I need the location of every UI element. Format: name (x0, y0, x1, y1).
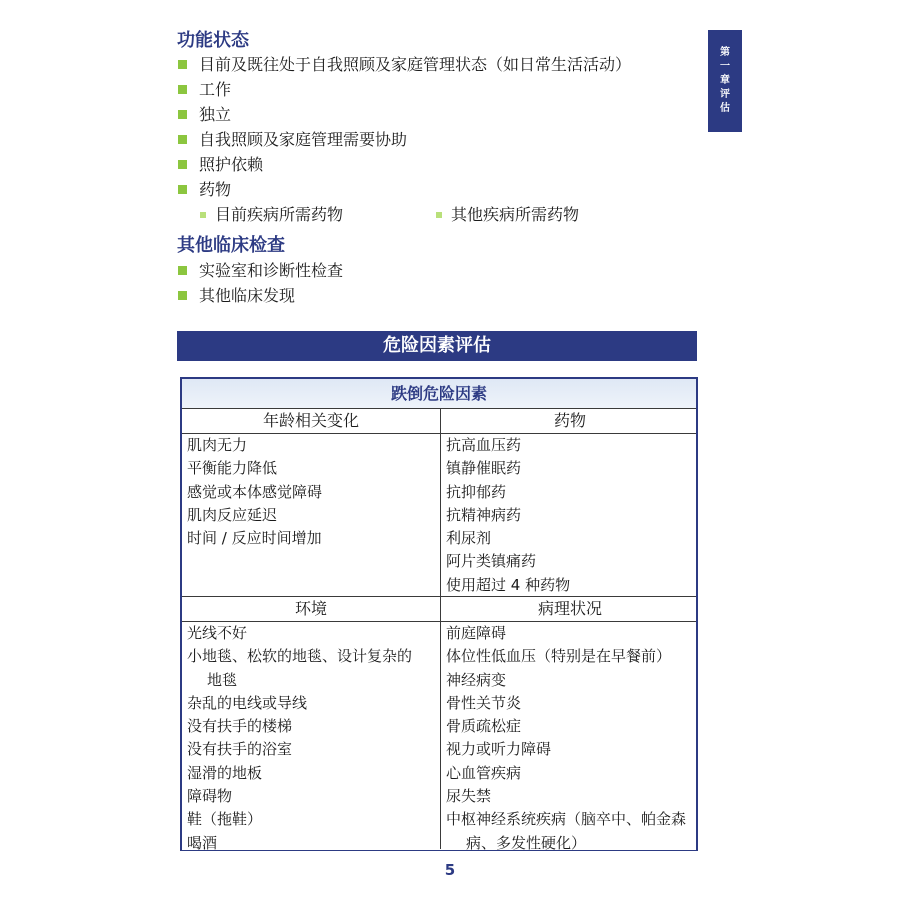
list-item: 骨质疏松症 (446, 717, 522, 736)
list-item: 使用超过 4 种药物 (446, 575, 571, 594)
list-item: 平衡能力降低 (187, 459, 278, 478)
divider (440, 408, 441, 849)
square-bullet-icon (178, 291, 187, 300)
table-title: 跌倒危险因素 (182, 379, 696, 408)
chapter-tab-char: 估 (720, 103, 730, 114)
chapter-tab-char: 一 (720, 61, 730, 72)
column-header-environment: 环境 (294, 599, 327, 618)
falls-risk-table (180, 377, 698, 851)
list-item: 前庭障碍 (446, 624, 507, 642)
sub-list-item: 其他疾病所需药物 (436, 202, 579, 227)
square-bullet-icon (178, 160, 187, 169)
page-number: 5 (444, 861, 456, 879)
list-item: 没有扶手的浴室 (187, 740, 293, 759)
chapter-tab (708, 30, 742, 132)
list-item: 抗抑郁药 (446, 482, 507, 501)
list-item: 肌肉无力 (187, 436, 248, 454)
list-item: 没有扶手的楼梯 (187, 717, 293, 736)
list-item: 视力或听力障碍 (446, 740, 552, 759)
square-bullet-icon (178, 185, 187, 194)
column-header-age: 年龄相关变化 (262, 411, 359, 430)
column-header-drugs: 药物 (553, 411, 586, 430)
square-bullet-icon (178, 85, 187, 94)
list-item: 尿失禁 (446, 787, 492, 806)
list-item: 镇静催眠药 (446, 459, 522, 478)
list-item: 阿片类镇痛药 (446, 552, 537, 571)
square-bullet-icon (178, 60, 187, 69)
list-item: 抗精神病药 (446, 505, 522, 524)
small-square-bullet-icon (436, 212, 442, 218)
risk-assessment-banner: 危险因素评估 (177, 331, 697, 361)
square-bullet-icon (178, 266, 187, 275)
list-item: 光线不好 (187, 624, 248, 642)
environment-list (187, 622, 412, 855)
list-item: 利尿剂 (446, 529, 492, 548)
list-item: 湿滑的地板 (187, 763, 263, 782)
list-item: 鞋（拖鞋） (187, 810, 263, 829)
list-item: 体位性低血压（特别是在早餐前） (446, 647, 672, 666)
list-item: 目前及既往处于自我照顾及家庭管理状态（如日常生活活动） (177, 52, 631, 77)
other-exam-title: 其他临床检查 (177, 235, 285, 256)
age-changes-list (187, 434, 322, 550)
small-square-bullet-icon (200, 212, 206, 218)
list-item: 实验室和诊断性检查 (177, 258, 343, 283)
pathology-list (446, 622, 686, 855)
list-item: 神经病变 (446, 670, 507, 689)
functional-status-title: 功能状态 (177, 30, 249, 51)
square-bullet-icon (178, 135, 187, 144)
list-item: 独立 (177, 102, 631, 127)
chapter-tab-char: 章 (720, 75, 730, 86)
list-item: 地毯 (207, 670, 238, 689)
functional-status-list (177, 52, 631, 202)
list-item: 障碍物 (187, 787, 233, 806)
chapter-tab-char: 评 (720, 89, 730, 100)
list-item: 工作 (177, 77, 631, 102)
column-header-pathology: 病理状况 (537, 599, 602, 618)
list-item: 中枢神经系统疾病（脑卒中、帕金森 (446, 810, 687, 829)
list-item: 时间 / 反应时间增加 (187, 529, 322, 548)
list-item: 病、多发性硬化） (466, 833, 587, 852)
list-item: 喝酒 (187, 833, 218, 852)
chapter-tab-char: 第 (720, 47, 730, 58)
list-item: 杂乱的电线或导线 (187, 693, 308, 712)
list-item: 其他临床发现 (177, 283, 343, 308)
list-item: 自我照顾及家庭管理需要协助 (177, 127, 631, 152)
list-item: 小地毯、松软的地毯、设计复杂的 (187, 647, 413, 666)
list-item: 照护依赖 (177, 152, 631, 177)
list-item: 抗高血压药 (446, 436, 522, 454)
list-item: 药物 (177, 177, 631, 202)
list-item: 心血管疾病 (446, 763, 522, 782)
sub-list-item: 目前疾病所需药物 (200, 202, 343, 227)
other-exam-list (177, 258, 343, 308)
drugs-list (446, 434, 570, 597)
list-item: 骨性关节炎 (446, 693, 522, 712)
list-item: 感觉或本体感觉障碍 (187, 482, 323, 501)
list-item: 肌肉反应延迟 (187, 505, 278, 524)
square-bullet-icon (178, 110, 187, 119)
